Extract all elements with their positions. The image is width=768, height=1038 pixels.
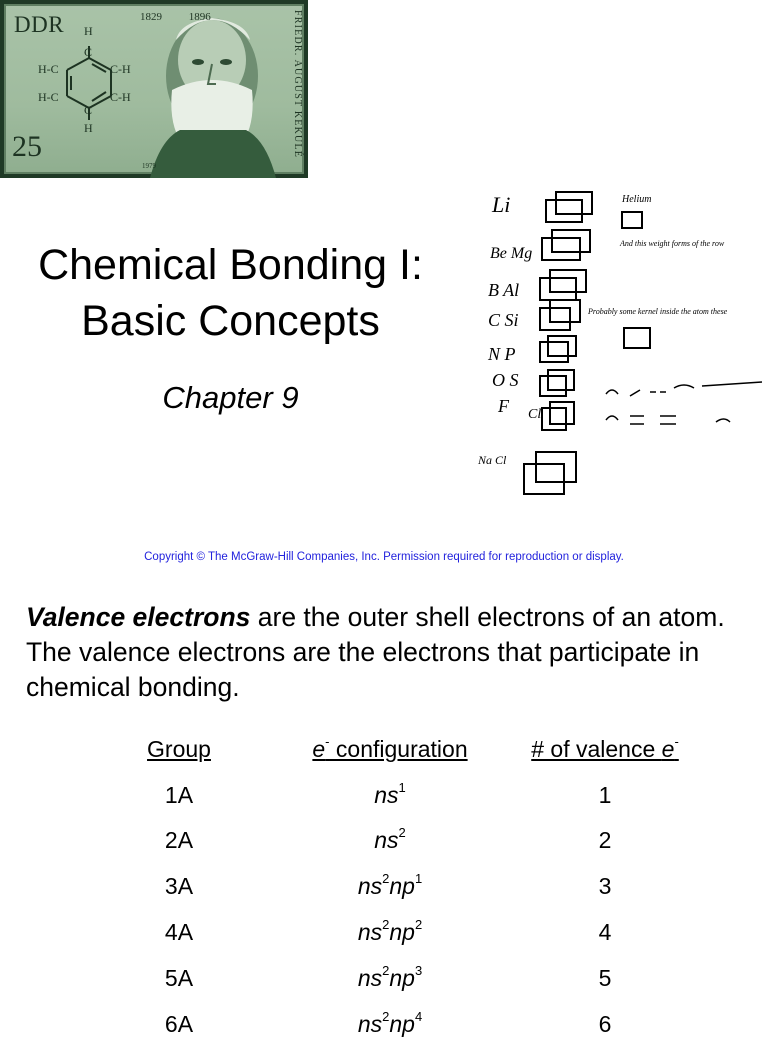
note-label: C Si — [488, 310, 519, 330]
note-label: N P — [488, 344, 516, 364]
table-cell-configuration — [290, 919, 490, 946]
header-group: Group — [147, 736, 211, 762]
note-label: F — [498, 396, 509, 416]
config-orbital: ns — [357, 1011, 383, 1037]
benzene-label: H-C — [38, 90, 59, 104]
table-cell-configuration — [290, 965, 490, 992]
config-exponent: 2 — [382, 963, 390, 978]
valence-text: are the outer shell electrons of an atom. The valence electrons are the electrons that participate in chemical bonding. — [26, 602, 725, 702]
title-line-1: Chemical Bonding I: — [38, 241, 423, 289]
table-cell-group: 2A — [164, 827, 194, 853]
stamp-value: 25 — [12, 130, 42, 163]
table-cell-valence-count: 4 — [598, 919, 612, 945]
note-label: Li — [492, 192, 511, 217]
kekule-stamp — [0, 0, 308, 178]
table-cell-valence-count: 2 — [598, 827, 612, 853]
stamp-years: 1829 1896 — [140, 11, 211, 23]
scribbles — [606, 382, 762, 424]
config-orbital: np — [389, 873, 415, 899]
config-exponent: 2 — [382, 917, 390, 932]
config-orbital: ns — [357, 965, 383, 991]
header-valence-count — [520, 736, 690, 763]
benzene-label: C-H — [110, 90, 131, 104]
table-cell-group: 4A — [164, 919, 194, 945]
element-symbols — [477, 192, 728, 467]
note-label: Na Cl — [478, 453, 507, 467]
config-exponent: 4 — [414, 1009, 423, 1024]
benzene-label: H-C — [38, 62, 59, 76]
stamp-country: DDR — [14, 12, 65, 37]
config-exponent: 2 — [382, 871, 390, 886]
config-exponent: 3 — [414, 963, 423, 978]
valence-definition — [26, 600, 756, 705]
cube-sketches — [524, 192, 650, 494]
stamp-name: FRIEDR. AUGUST KEKULÉ — [292, 10, 303, 159]
config-orbital: np — [389, 919, 415, 945]
valence-term: Valence electrons — [26, 602, 251, 632]
config-exponent: 2 — [414, 917, 423, 932]
table-cell-group: 5A — [164, 965, 194, 991]
header-config-sup: - — [325, 734, 330, 749]
note-label: Be Mg — [490, 245, 533, 262]
config-exponent: 2 — [382, 1009, 390, 1024]
config-orbital: np — [389, 1011, 415, 1037]
config-exponent: 2 — [398, 825, 406, 840]
header-config-e: e — [312, 736, 326, 762]
table-cell-configuration — [290, 782, 490, 809]
header-count-text: # of valence — [531, 736, 662, 762]
benzene-label: H — [84, 121, 93, 135]
config-orbital: np — [389, 965, 415, 991]
table-cell-valence-count: 3 — [598, 873, 612, 899]
config-orbital: ns — [357, 919, 383, 945]
page-title — [8, 237, 453, 349]
benzene-label: C-H — [110, 62, 131, 76]
note-label: Helium — [622, 194, 652, 205]
handwritten-bonding-notes — [470, 180, 768, 520]
table-cell-valence-count: 6 — [598, 1011, 612, 1037]
config-orbital: ns — [374, 782, 399, 808]
table-cell-configuration — [290, 873, 490, 900]
config-exponent: 1 — [398, 780, 406, 795]
config-orbital: ns — [374, 827, 399, 853]
config-exponent: 1 — [414, 871, 423, 886]
header-count-e: e — [661, 736, 675, 762]
benzene-label: C — [84, 103, 93, 117]
benzene-label: C — [84, 45, 93, 59]
note-label: Probably some kernel inside the atom these — [588, 307, 728, 316]
chapter-label: Chapter 9 — [162, 380, 299, 415]
note-label: Cl — [528, 407, 542, 422]
header-configuration — [290, 736, 490, 763]
table-cell-valence-count: 1 — [598, 782, 612, 808]
note-label: B Al — [488, 280, 520, 300]
copyright-notice: Copyright © The McGraw-Hill Companies, Inc. Permission required for reproduction or display. — [144, 551, 624, 563]
table-cell-configuration — [290, 827, 490, 854]
note-label: And this weight forms of the row — [620, 239, 725, 248]
stamp-issue-year: 1979 — [142, 162, 156, 170]
table-cell-group: 1A — [164, 782, 194, 808]
table-cell-group: 6A — [164, 1011, 194, 1037]
benzene-label: H — [84, 24, 93, 38]
header-count-sup: - — [674, 734, 679, 749]
kekule-portrait — [150, 18, 276, 178]
title-line-2: Basic Concepts — [81, 297, 380, 345]
header-config-text: configuration — [329, 736, 468, 762]
table-cell-valence-count: 5 — [598, 965, 612, 991]
config-orbital: ns — [357, 873, 383, 899]
table-cell-group: 3A — [164, 873, 194, 899]
note-label: O S — [492, 370, 519, 390]
table-cell-configuration — [290, 1011, 490, 1038]
